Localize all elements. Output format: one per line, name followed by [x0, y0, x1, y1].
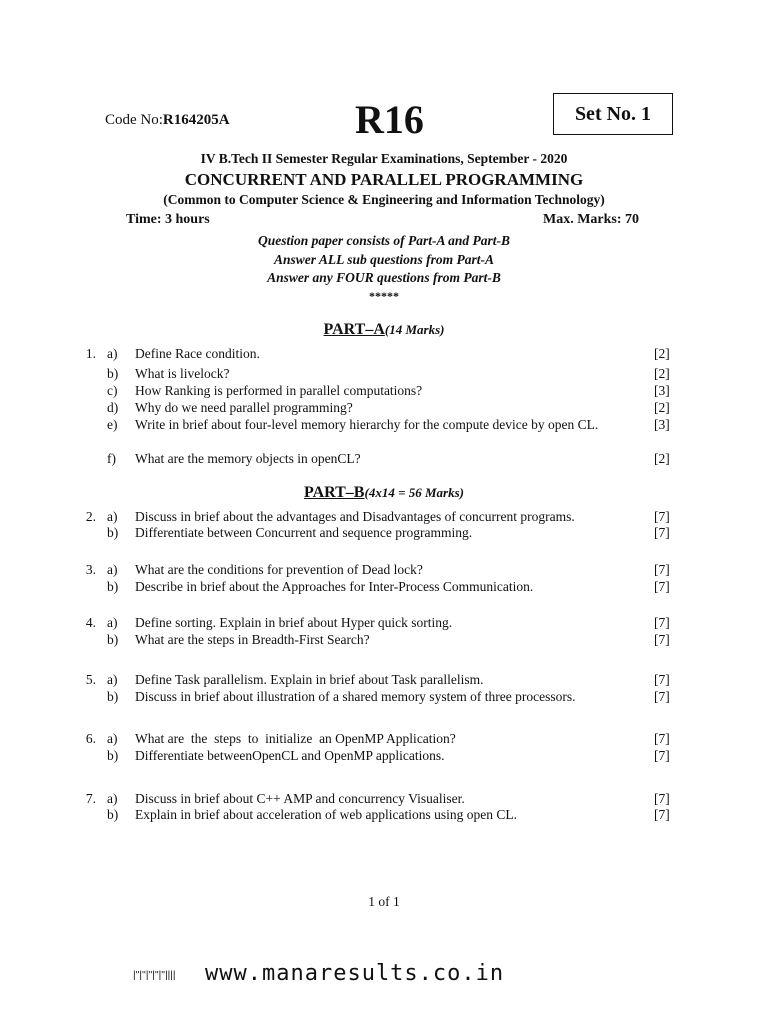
sub-question-letter: b) — [107, 366, 119, 381]
sub-question-marks: [7] — [654, 748, 670, 763]
sub-question-letter: a) — [107, 791, 118, 806]
question-number: 5. — [85, 672, 96, 687]
sub-question-text: Differentiate between Concurrent and sequence programming. — [135, 525, 473, 540]
max-marks: Max. Marks: 70 — [543, 212, 640, 227]
sub-question-letter: a) — [107, 509, 118, 524]
separator-stars: ***** — [369, 289, 399, 303]
sub-question-marks: [7] — [654, 791, 670, 806]
sub-question-text: Define Race condition. — [135, 346, 260, 361]
question-number: 3. — [85, 562, 96, 577]
sub-question-marks: [2] — [654, 346, 670, 361]
sub-question-text: Describe in brief about the Approaches for Inter-Process Communication. — [135, 579, 534, 594]
sub-question-letter: a) — [107, 562, 118, 577]
sub-question-letter: c) — [107, 383, 118, 398]
sub-question-letter: a) — [107, 346, 118, 361]
regulation-code: R16 — [355, 97, 424, 142]
part-b-title: PART–B — [304, 484, 365, 501]
sub-question-letter: a) — [107, 731, 118, 746]
sub-question-text: How Ranking is performed in parallel computations? — [135, 383, 423, 398]
sub-question-text: What are the memory objects in openCL? — [135, 451, 361, 466]
sub-question-text: What are the steps in Breadth-First Search? — [135, 632, 370, 647]
sub-question-text: Discuss in brief about the advantages and Disadvantages of concurrent programs. — [135, 509, 575, 524]
question-number: 4. — [85, 615, 96, 630]
sub-question-letter: f) — [107, 451, 116, 466]
sub-question-marks: [7] — [654, 525, 670, 540]
subject-title: CONCURRENT AND PARALLEL PROGRAMMING — [184, 170, 584, 189]
sub-question-text: What are the conditions for prevention of Dead lock? — [135, 562, 423, 577]
sub-question-letter: d) — [107, 400, 119, 415]
sub-question-marks: [3] — [654, 383, 670, 398]
sub-question-marks: [7] — [654, 615, 670, 630]
sub-question-letter: b) — [107, 579, 119, 594]
code-label: Code No: — [105, 112, 163, 128]
part-b-marks: (4x14 = 56 Marks) — [364, 485, 464, 500]
sub-question-letter: a) — [107, 615, 118, 630]
sub-question-marks: [7] — [654, 509, 670, 524]
sub-question-text: Define sorting. Explain in brief about Hyper quick sorting. — [135, 615, 453, 630]
sub-question-marks: [7] — [654, 562, 670, 577]
set-number-box: Set No. 1 — [553, 93, 673, 135]
sub-question-letter: b) — [107, 807, 119, 822]
question-number: 7. — [85, 791, 96, 806]
instruction-line: Question paper consists of Part-A and Part-B — [257, 233, 511, 248]
part-a-marks: (14 Marks) — [384, 322, 445, 337]
sub-question-marks: [2] — [654, 366, 670, 381]
sub-question-letter: b) — [107, 632, 119, 647]
barcode: |''|''|''|''|''|||| — [133, 970, 176, 981]
sub-question-text: What are the steps to initialize an OpenMP Application? — [135, 731, 456, 746]
code-number — [105, 112, 230, 129]
common-note: (Common to Computer Science & Engineering and Information Technology) — [163, 192, 605, 207]
sub-question-marks: [7] — [654, 807, 670, 822]
sub-question-text: Discuss in brief about C++ AMP and concurrency Visualiser. — [135, 791, 465, 806]
sub-question-letter: e) — [107, 417, 118, 432]
sub-question-marks: [7] — [654, 689, 670, 704]
part-b-heading — [0, 484, 768, 502]
sub-question-text: Explain in brief about acceleration of web applications using open CL. — [135, 807, 518, 822]
page-number: 1 of 1 — [368, 894, 400, 909]
sub-question-marks: [2] — [654, 451, 670, 466]
instruction-line: Answer ALL sub questions from Part-A — [274, 252, 494, 267]
sub-question-marks: [3] — [654, 417, 670, 432]
sub-question-letter: a) — [107, 672, 118, 687]
instruction-line: Answer any FOUR questions from Part-B — [267, 270, 501, 285]
sub-question-letter: b) — [107, 748, 119, 763]
sub-question-text: Write in brief about four-level memory hierarchy for the compute device by open CL. — [135, 417, 599, 432]
sub-question-letter: b) — [107, 689, 119, 704]
question-number: 2. — [85, 509, 96, 524]
website-watermark: www.manaresults.co.in — [205, 961, 505, 986]
part-a-heading — [0, 321, 768, 339]
code-value: R164205A — [162, 112, 230, 128]
sub-question-marks: [7] — [654, 731, 670, 746]
sub-question-marks: [7] — [654, 672, 670, 687]
question-number: 1. — [85, 346, 96, 361]
exam-title: IV B.Tech II Semester Regular Examinations, September - 2020 — [200, 151, 568, 166]
sub-question-letter: b) — [107, 525, 119, 540]
sub-question-marks: [7] — [654, 632, 670, 647]
sub-question-text: Define Task parallelism. Explain in brief about Task parallelism. — [135, 672, 484, 687]
sub-question-marks: [7] — [654, 579, 670, 594]
sub-question-text: What is livelock? — [135, 366, 230, 381]
sub-question-text: Differentiate betweenOpenCL and OpenMP applications. — [135, 748, 445, 763]
sub-question-text: Why do we need parallel programming? — [135, 400, 353, 415]
sub-question-marks: [2] — [654, 400, 670, 415]
part-a-title: PART–A — [323, 321, 385, 338]
question-number: 6. — [85, 731, 96, 746]
time-allowed: Time: 3 hours — [126, 212, 210, 227]
sub-question-text: Discuss in brief about illustration of a shared memory system of three processors. — [135, 689, 576, 704]
